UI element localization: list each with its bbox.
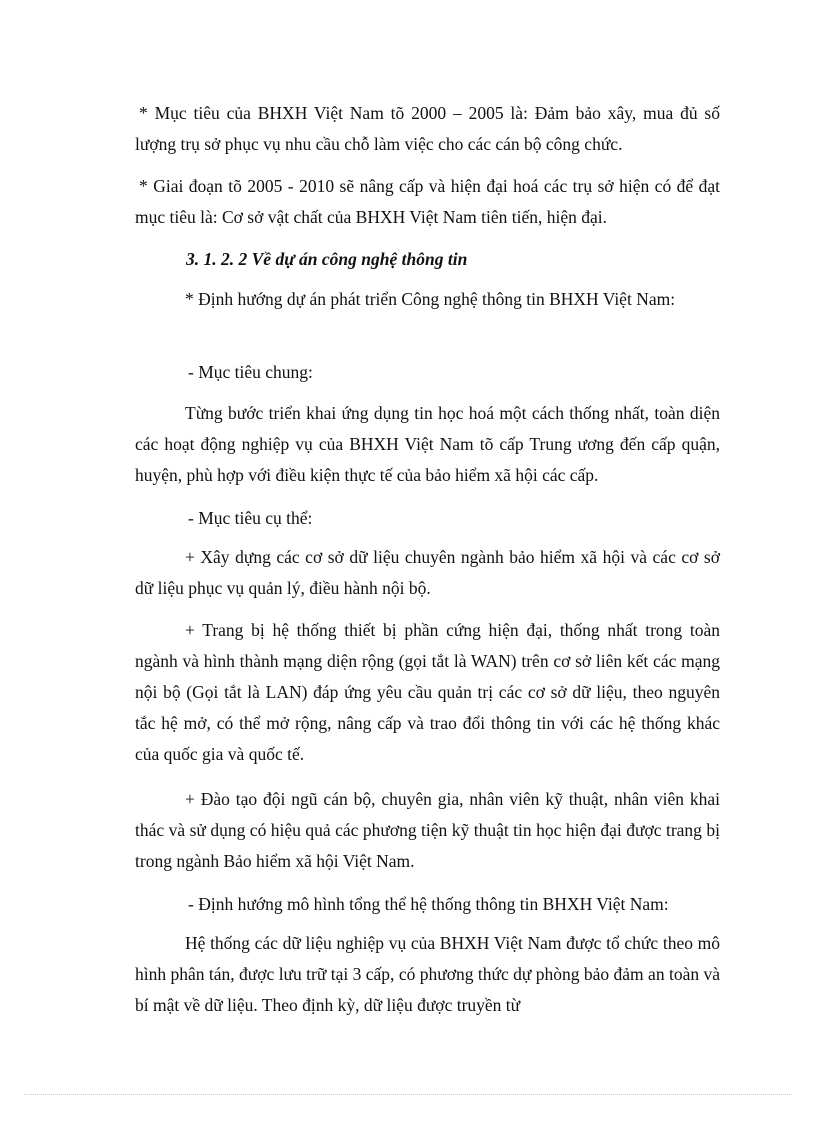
paragraph-objective-2000-2005: * Mục tiêu của BHXH Việt Nam tõ 2000 – 2005 là: Đảm bảo xây, mua đủ số lượng trụ sở phục vụ nhu cầu chỗ làm việc cho các cán bộ công chức. <box>135 103 720 154</box>
section-heading: 3. 1. 2. 2 Về dự án công nghệ thông tin <box>186 249 468 269</box>
paragraph-build-databases: + Xây dựng các cơ sở dữ liệu chuyên ngành bảo hiểm xã hội và các cơ sở dữ liệu phục vụ quản lý, điều hành nội bộ. <box>135 547 720 598</box>
paragraph-general-objective: - Mục tiêu chung: <box>188 362 313 382</box>
paragraph-phase-2005-2010: * Giai đoạn tõ 2005 - 2010 sẽ nâng cấp và hiện đại hoá các trụ sở hiện có để đạt mục tiêu là: Cơ sở vật chất của BHXH Việt Nam tiên tiến, hiện đại. <box>135 176 720 227</box>
paragraph-hardware-network: + Trang bị hệ thống thiết bị phần cứng hiện đại, thống nhất trong toàn ngành và hình thành mạng diện rộng (gọi tắt là WAN) trên cơ sở liên kết các mạng nội bộ (Gọi tắt là LAN) đáp ứng yêu cầu quản trị các cơ sở dữ liệu, theo nguyên tắc hệ mở, có thể mở rộng, nâng cấp và trao đổi thông tin với các hệ thống khác của quốc gia và quốc tế. <box>135 620 720 764</box>
paragraph-general-objective-body: Từng bước triển khai ứng dụng tin học hoá một cách thống nhất, toàn diện các hoạt động nghiệp vụ của BHXH Việt Nam tõ cấp Trung ương đến cấp quận, huyện, phù hợp với điều kiện thực tế của bảo hiểm xã hội các cấp. <box>135 403 720 485</box>
paragraph-system-model: - Định hướng mô hình tổng thể hệ thống thông tin BHXH Việt Nam: <box>188 894 669 914</box>
paragraph-training: + Đào tạo đội ngũ cán bộ, chuyên gia, nhân viên kỹ thuật, nhân viên khai thác và sử dụng có hiệu quả các phương tiện kỹ thuật tin học hiện đại được trang bị trong ngành Bảo hiểm xã hội Việt Nam. <box>135 789 720 871</box>
paragraph-it-orientation: * Định hướng dự án phát triển Công nghệ thông tin BHXH Việt Nam: <box>185 289 676 309</box>
page-bottom-divider <box>24 1094 792 1095</box>
paragraph-system-description: Hệ thống các dữ liệu nghiệp vụ của BHXH Việt Nam được tổ chức theo mô hình phân tán, được lưu trữ tại 3 cấp, có phương thức dự phòng bảo đảm an toàn và bí mật về dữ liệu. Theo định kỳ, dữ liệu được truyền từ <box>135 933 720 1015</box>
paragraph-specific-objective: - Mục tiêu cụ thể: <box>188 508 313 528</box>
